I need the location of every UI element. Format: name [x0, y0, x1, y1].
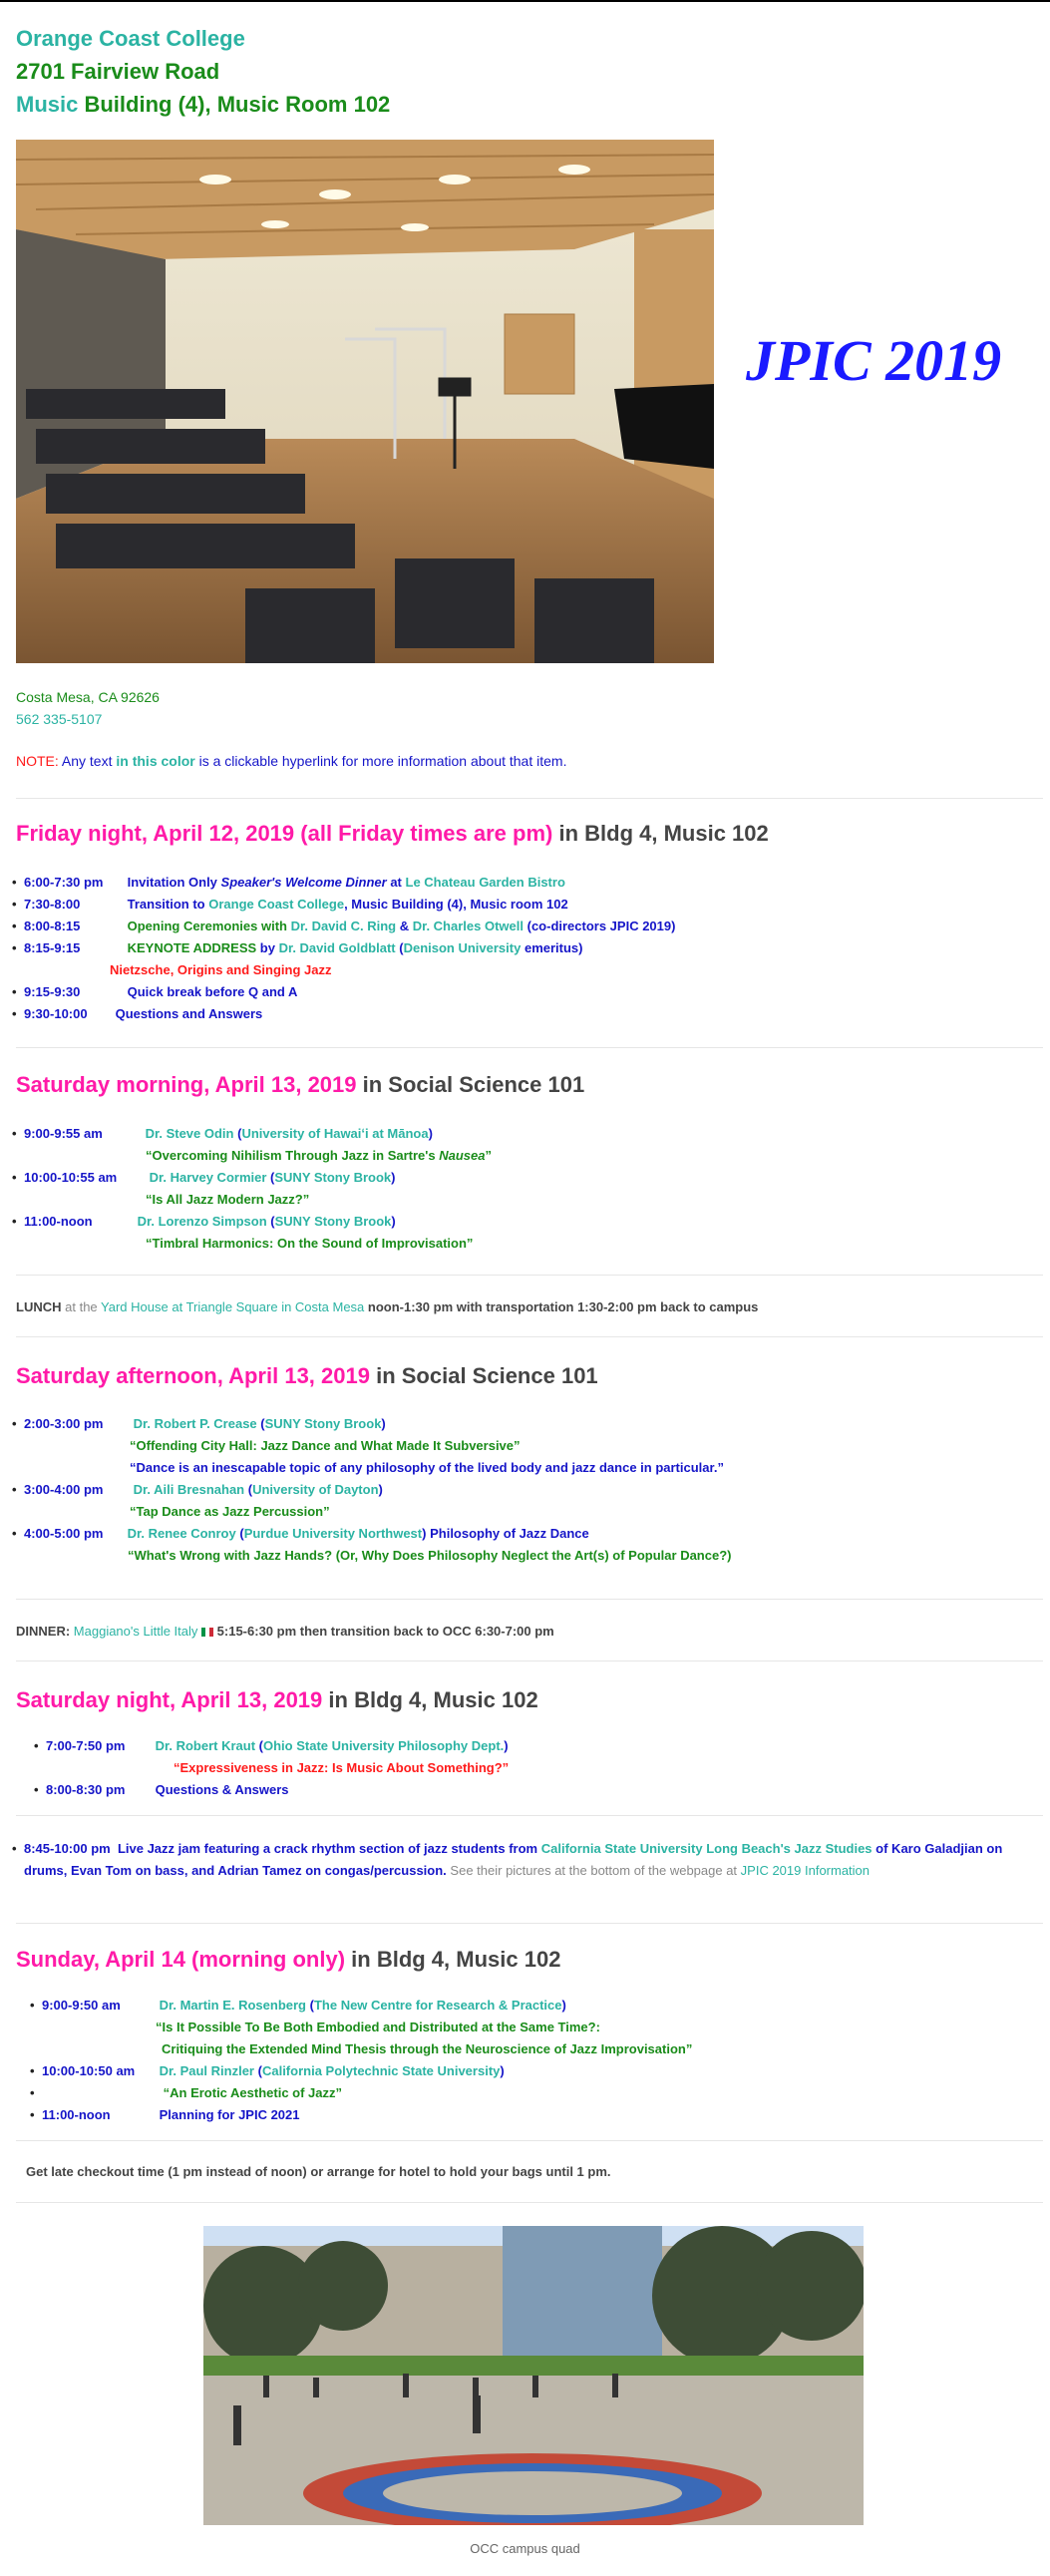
goldblatt-link[interactable]: Dr. David Goldblatt — [278, 940, 396, 955]
note-color-link[interactable]: in this color — [116, 753, 195, 769]
list-item: • 3:00-4:00 pm Dr. Aili Bresnahan (University of Dayton) “Tap Dance as Jazz Percussion” — [12, 1479, 1039, 1523]
time: 11:00-noon — [24, 1214, 93, 1229]
speaker-link[interactable]: Dr. Robert P. Crease — [133, 1416, 257, 1431]
header-block — [16, 22, 390, 121]
talk-title: “Expressiveness in Jazz: Is Music About Something?” — [174, 1760, 510, 1775]
speaker-link[interactable]: Dr. Robert Kraut — [155, 1738, 256, 1753]
list-item: • 2:00-3:00 pm Dr. Robert P. Crease (SUNY Stony Brook) “Offending City Hall: Jazz Dance and What Made It Subversive” “Dance is an inescapable topic of any philosophy of the lived body and jazz dance in particular.” — [12, 1413, 1039, 1479]
text: Quick break before Q and A — [127, 984, 298, 999]
list-item: • 9:00-9:55 am Dr. Steve Odin (University of Hawaiʻi at Mānoa) “Overcoming Nihilism Through Jazz in Sartre's Nausea” — [12, 1123, 1039, 1167]
talk-title: “Is All Jazz Modern Jazz?” — [146, 1192, 310, 1207]
college-name[interactable]: Orange Coast College — [16, 26, 245, 51]
text: Opening Ceremonies with — [127, 919, 287, 933]
text: , Music Building (4), Music room 102 — [344, 897, 568, 912]
divider — [16, 1815, 1043, 1816]
italy-flag-icon — [201, 1628, 213, 1637]
divider — [16, 1275, 1043, 1276]
talk-title: “Offending City Hall: Jazz Dance and What Made It Subversive” — [130, 1438, 521, 1453]
dinner-label: DINNER: — [16, 1624, 71, 1639]
divider — [16, 1336, 1043, 1337]
note-pre: Any text — [61, 753, 113, 769]
text: by — [259, 940, 275, 955]
text: Invitation Only — [127, 875, 217, 890]
friday-place: in Bldg 4, Music 102 — [558, 821, 769, 846]
checkout-note: Get late checkout time (1 pm instead of noon) or arrange for hotel to hold your bags until 1 pm. — [26, 2164, 611, 2179]
affiliation-link[interactable]: Ohio State University Philosophy Dept. — [263, 1738, 505, 1753]
list-item — [30, 2082, 1027, 2104]
text: KEYNOTE ADDRESS — [127, 940, 257, 955]
sat-afternoon-heading — [16, 1363, 598, 1389]
text: at — [390, 875, 402, 890]
time: 8:00-8:15 — [24, 919, 81, 933]
talk-subtitle: “Dance is an inescapable topic of any philosophy of the lived body and jazz dance in particular.” — [130, 1460, 724, 1475]
list-item — [34, 1779, 1031, 1801]
time: 8:15-9:15 — [24, 940, 81, 955]
sat-morning-heading — [16, 1072, 584, 1098]
text: Transition to — [127, 897, 205, 912]
talk-title: “Is It Possible To Be Both Embodied and Distributed at the Same Time?: — [156, 2020, 600, 2034]
sunday-schedule — [30, 1995, 1027, 2126]
lunch-label: LUNCH — [16, 1299, 62, 1314]
photo-caption: OCC campus quad — [470, 2541, 580, 2556]
time: 11:00-noon — [42, 2107, 111, 2122]
sunday-place: in Bldg 4, Music 102 — [351, 1947, 561, 1972]
affiliation-link[interactable]: University of Hawaiʻi at Mānoa — [241, 1126, 429, 1141]
divider — [16, 2202, 1043, 2203]
text: Questions and Answers — [115, 1006, 263, 1021]
text: & — [399, 919, 410, 933]
sat-night-place: in Bldg 4, Music 102 — [328, 1687, 538, 1712]
jpic-title: JPIC 2019 — [746, 328, 1002, 393]
sat-night-schedule — [34, 1735, 1031, 1801]
top-border — [0, 0, 1050, 2]
time: 3:00-4:00 pm — [24, 1482, 104, 1497]
address-block — [16, 686, 160, 730]
street-address: 2701 Fairview Road — [16, 59, 220, 84]
time: 6:00-7:30 pm — [24, 875, 104, 890]
time: 9:15-9:30 — [24, 984, 81, 999]
maggianos-link[interactable]: Maggiano's Little Italy — [73, 1624, 198, 1639]
list-item: • 4:00-5:00 pm Dr. Renee Conroy (Purdue University Northwest) Philosophy of Jazz Dance “What's Wrong with Jazz Hands? (Or, Why Does Philosophy Neglect the Art(s) of Popular Dance?) — [12, 1523, 1039, 1567]
list-item — [12, 872, 1039, 894]
time: 9:00-9:50 am — [42, 1998, 121, 2013]
time: 2:00-3:00 pm — [24, 1416, 104, 1431]
affiliation-link[interactable]: Purdue University Northwest — [243, 1526, 423, 1541]
speaker-link[interactable]: Dr. Paul Rinzler — [159, 2063, 254, 2078]
jam-schedule — [12, 1838, 1029, 1882]
sunday-heading — [16, 1947, 560, 1973]
affiliation-link[interactable]: SUNY Stony Brook — [274, 1214, 392, 1229]
sat-afternoon-schedule — [12, 1413, 1039, 1567]
talk-title: “What's Wrong with Jazz Hands? (Or, Why Does Philosophy Neglect the Art(s) of Popular Dance?) — [128, 1548, 732, 1563]
text: of Karo Galadjian on drums, Evan Tom on bass, and Adrian Tamez on congas/percussion. — [24, 1841, 1003, 1878]
affiliation-link[interactable]: SUNY Stony Brook — [274, 1170, 392, 1185]
yard-house-link[interactable]: Yard House at Triangle Square in Costa Mesa — [101, 1299, 365, 1314]
text: See their pictures at the bottom of the webpage at — [450, 1863, 738, 1878]
speaker-link[interactable]: Dr. Aili Bresnahan — [133, 1482, 245, 1497]
lunch-post: noon-1:30 pm with transportation 1:30-2:00 pm back to campus — [367, 1299, 759, 1314]
sat-afternoon-place: in Social Science 101 — [376, 1363, 598, 1388]
phone-link[interactable]: 562 335-5107 — [16, 711, 103, 727]
divider — [16, 1599, 1043, 1600]
note-label: NOTE: — [16, 753, 59, 769]
speaker-link[interactable]: Dr. Renee Conroy — [127, 1526, 236, 1541]
list-item — [12, 981, 1039, 1003]
occ-link[interactable]: Orange Coast College — [208, 897, 345, 912]
divider — [16, 2140, 1043, 2141]
text: (co-directors JPIC 2019) — [526, 919, 676, 933]
ring-link[interactable]: Dr. David C. Ring — [290, 919, 397, 933]
talk-title: “Overcoming Nihilism Through Jazz in Sartre's — [146, 1148, 436, 1163]
affiliation-link[interactable]: SUNY Stony Brook — [264, 1416, 382, 1431]
note-post: is a clickable hyperlink for more information about that item. — [198, 753, 567, 769]
time: 8:00-8:30 pm — [46, 1782, 126, 1797]
time: 9:00-9:55 am — [24, 1126, 103, 1141]
jpic-info-link[interactable]: JPIC 2019 Information — [740, 1863, 871, 1878]
otwell-link[interactable]: Dr. Charles Otwell — [412, 919, 524, 933]
friday-heading — [16, 821, 769, 847]
sat-night-title: Saturday night, April 13, 2019 — [16, 1687, 323, 1712]
list-item — [12, 1838, 1029, 1882]
divider — [16, 1923, 1043, 1924]
list-item — [12, 894, 1039, 916]
list-item: • 7:00-7:50 pm Dr. Robert Kraut (Ohio State University Philosophy Dept.) “Expressiveness in Jazz: Is Music About Something?” — [34, 1735, 1031, 1779]
time: 7:00-7:50 pm — [46, 1738, 126, 1753]
lunch-line — [16, 1299, 758, 1314]
divider — [16, 1660, 1043, 1661]
time: 8:45-10:00 pm — [24, 1841, 111, 1856]
divider — [16, 798, 1043, 799]
music-room-photo — [16, 140, 714, 663]
text: emeritus) — [524, 940, 583, 955]
talk-subtitle: Critiquing the Extended Mind Thesis through the Neuroscience of Jazz Improvisation” — [162, 2041, 693, 2056]
talk-title-italic: Nausea — [439, 1148, 486, 1163]
talk-title: “Tap Dance as Jazz Percussion” — [130, 1504, 330, 1519]
friday-schedule — [12, 872, 1039, 1025]
text: Live Jazz jam featuring a crack rhythm section of jazz students from — [117, 1841, 538, 1856]
text: Speaker's Welcome Dinner — [220, 875, 387, 890]
sat-morning-title: Saturday morning, April 13, 2019 — [16, 1072, 357, 1097]
list-item: • 10:00-10:50 am Dr. Paul Rinzler (California Polytechnic State University) — [30, 2060, 1027, 2082]
sat-morning-schedule — [12, 1123, 1039, 1255]
list-item — [12, 916, 1039, 937]
list-item: • 11:00-noon Dr. Lorenzo Simpson (SUNY Stony Brook) “Timbral Harmonics: On the Sound of Improvisation” — [12, 1211, 1039, 1255]
text: Planning for JPIC 2021 — [159, 2107, 300, 2122]
list-item — [12, 1003, 1039, 1025]
lunch-pre: at the — [65, 1299, 98, 1314]
talk-title: Nietzsche, Origins and Singing Jazz — [110, 962, 332, 977]
list-item — [30, 2104, 1027, 2126]
affiliation-link[interactable]: University of Dayton — [252, 1482, 379, 1497]
time: 4:00-5:00 pm — [24, 1526, 104, 1541]
divider — [16, 1047, 1043, 1048]
sat-night-heading — [16, 1687, 538, 1713]
sat-morning-place: in Social Science 101 — [362, 1072, 585, 1097]
building-text: Building (4), Music Room 102 — [84, 92, 391, 117]
talk-title-end: ” — [485, 1148, 492, 1163]
list-item — [12, 937, 1039, 981]
csulb-link[interactable]: California State University Long Beach's Jazz Studies — [540, 1841, 873, 1856]
time: 7:30-8:00 — [24, 897, 81, 912]
bistro-link[interactable]: Le Chateau Garden Bistro — [405, 875, 565, 890]
friday-title: Friday night, April 12, 2019 (all Friday times are pm) — [16, 821, 553, 846]
speaker-link[interactable]: Dr. Lorenzo Simpson — [137, 1214, 267, 1229]
time: 10:00-10:55 am — [24, 1170, 118, 1185]
affiliation-link[interactable]: The New Centre for Research & Practice — [313, 1998, 562, 2013]
city-line: Costa Mesa, CA 92626 — [16, 689, 160, 705]
list-item: • 10:00-10:55 am Dr. Harvey Cormier (SUNY Stony Brook) “Is All Jazz Modern Jazz?” — [12, 1167, 1039, 1211]
music-link[interactable]: Music — [16, 92, 79, 117]
talk-title: “Timbral Harmonics: On the Sound of Improvisation” — [146, 1236, 474, 1251]
note-line — [16, 753, 566, 769]
affiliation-link[interactable]: California Polytechnic State University — [261, 2063, 501, 2078]
sunday-title: Sunday, April 14 (morning only) — [16, 1947, 346, 1972]
dinner-line — [16, 1624, 554, 1639]
talk-topic: Philosophy of Jazz Dance — [430, 1526, 589, 1541]
sat-afternoon-title: Saturday afternoon, April 13, 2019 — [16, 1363, 370, 1388]
talk-title: “An Erotic Aesthetic of Jazz” — [163, 2085, 343, 2100]
text: Questions & Answers — [155, 1782, 289, 1797]
text: ( — [399, 940, 404, 955]
speaker-link[interactable]: Dr. Harvey Cormier — [149, 1170, 267, 1185]
speaker-link[interactable]: Dr. Martin E. Rosenberg — [159, 1998, 306, 2013]
dinner-post: 5:15-6:30 pm then transition back to OCC 6:30-7:00 pm — [216, 1624, 554, 1639]
denison-link[interactable]: Denison University — [403, 940, 522, 955]
time: 9:30-10:00 — [24, 1006, 88, 1021]
campus-quad-photo — [203, 2226, 864, 2525]
time: 10:00-10:50 am — [42, 2063, 136, 2078]
list-item: • 9:00-9:50 am Dr. Martin E. Rosenberg (The New Centre for Research & Practice) “Is It Possible To Be Both Embodied and Distributed at the Same Time?: Critiquing the Extended Mind Thesis through the Neuroscience of Jazz Improvisation” — [30, 1995, 1027, 2060]
speaker-link[interactable]: Dr. Steve Odin — [145, 1126, 234, 1141]
